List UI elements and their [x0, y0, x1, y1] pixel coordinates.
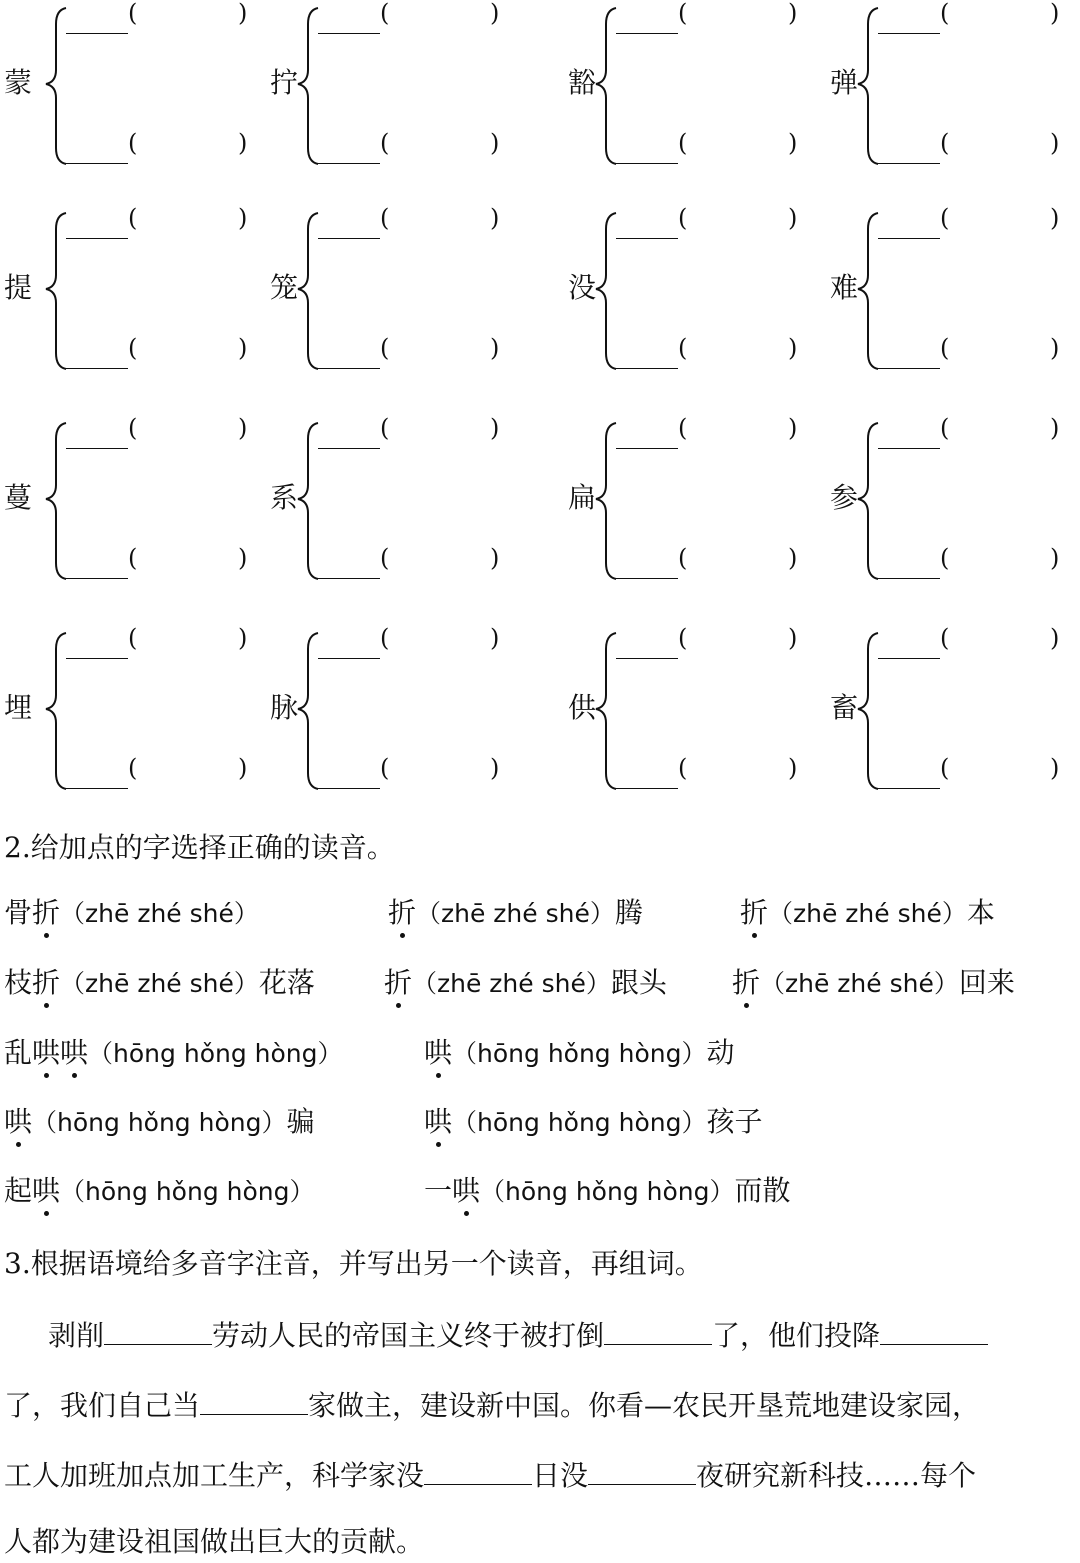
reading-slot-top[interactable]	[318, 414, 518, 451]
word-part: 乱	[4, 1036, 33, 1069]
reading-slot-bottom[interactable]	[878, 544, 1078, 581]
reading-choice-item[interactable]	[384, 967, 667, 1000]
close-paren: )	[490, 204, 500, 232]
close-paren: )	[490, 334, 500, 362]
reading-choice-item[interactable]	[424, 1037, 735, 1070]
brace-icon	[594, 631, 618, 791]
reading-choice-item[interactable]	[732, 967, 1015, 1000]
reading-choice-item[interactable]	[4, 967, 315, 1000]
pinyin-blank[interactable]	[878, 658, 940, 659]
reading-slot-top[interactable]	[616, 414, 816, 451]
answer-blank[interactable]	[104, 1318, 212, 1345]
open-paren: (	[380, 414, 390, 442]
pinyin-blank[interactable]	[878, 578, 940, 579]
dotted-glyph: 哄	[424, 1036, 453, 1069]
polyphone-group	[816, 625, 1080, 795]
brace-icon	[296, 631, 320, 791]
answer-blank[interactable]	[604, 1318, 712, 1345]
open-paren: (	[678, 624, 688, 652]
dotted-character	[424, 1036, 452, 1069]
open-paren: (	[380, 129, 390, 157]
close-paren: )	[1050, 129, 1060, 157]
polyphone-group	[816, 205, 1080, 375]
close-paren: )	[788, 129, 798, 157]
pinyin-options: （hōng hǒng hòng）	[480, 1177, 735, 1206]
dotted-glyph: 哄	[32, 1174, 61, 1207]
reading-slot-top[interactable]	[878, 414, 1078, 451]
open-paren: (	[380, 624, 390, 652]
reading-slot-bottom[interactable]	[616, 129, 816, 166]
brace-icon	[856, 421, 880, 581]
pinyin-blank[interactable]	[66, 238, 128, 239]
word-part: 枝	[4, 966, 33, 999]
dotted-character	[32, 966, 60, 999]
reading-slot-top[interactable]	[616, 0, 816, 36]
brace-icon	[296, 6, 320, 166]
pinyin-blank[interactable]	[878, 368, 940, 369]
word-part: 跟头	[610, 966, 667, 999]
pinyin-blank[interactable]	[878, 448, 940, 449]
reading-choice-item[interactable]	[4, 1175, 315, 1208]
section-3-line-4: 人都为建设祖国做出巨大的贡献。	[4, 1525, 425, 1558]
pinyin-blank[interactable]	[318, 33, 380, 34]
word-part: 起	[4, 1174, 33, 1207]
brace-icon	[296, 421, 320, 581]
reading-choice-item[interactable]	[740, 897, 995, 930]
polyphone-character: 弹	[830, 66, 859, 99]
brace-icon	[44, 421, 68, 581]
reading-slot-bottom[interactable]	[66, 129, 266, 166]
open-paren: (	[380, 334, 390, 362]
close-paren: )	[490, 624, 500, 652]
open-paren: (	[128, 544, 138, 572]
pinyin-blank[interactable]	[318, 368, 380, 369]
pinyin-options: （zhē zhé shé）	[412, 969, 611, 998]
dotted-character	[732, 966, 760, 999]
brace-icon	[856, 6, 880, 166]
polyphone-character: 畜	[830, 691, 859, 724]
dotted-glyph: 折	[732, 966, 761, 999]
pinyin-blank[interactable]	[616, 788, 678, 789]
word-part: 本	[966, 896, 995, 929]
pinyin-blank[interactable]	[66, 368, 128, 369]
pinyin-blank[interactable]	[616, 368, 678, 369]
dotted-character	[32, 896, 60, 929]
pinyin-blank[interactable]	[616, 163, 678, 164]
pinyin-blank[interactable]	[66, 33, 128, 34]
open-paren: (	[380, 0, 390, 27]
reading-choice-item[interactable]	[424, 1106, 763, 1139]
section-3-line-1: 剥削 劳动人民的帝国主义终于被打倒 了，他们投降	[4, 1318, 1076, 1352]
open-paren: (	[940, 334, 950, 362]
reading-slot-bottom[interactable]	[66, 544, 266, 581]
close-paren: )	[238, 754, 248, 782]
pinyin-options: （zhē zhé shé）	[768, 899, 967, 928]
open-paren: (	[940, 624, 950, 652]
open-paren: (	[940, 544, 950, 572]
open-paren: (	[128, 129, 138, 157]
pinyin-blank[interactable]	[66, 578, 128, 579]
close-paren: )	[1050, 544, 1060, 572]
open-paren: (	[940, 754, 950, 782]
close-paren: )	[238, 414, 248, 442]
pinyin-blank[interactable]	[878, 238, 940, 239]
brace-icon	[44, 211, 68, 371]
open-paren: (	[678, 334, 688, 362]
reading-slot-top[interactable]	[66, 0, 266, 36]
pinyin-blank[interactable]	[318, 658, 380, 659]
reading-choice-item[interactable]	[388, 897, 643, 930]
reading-slot-bottom[interactable]	[878, 754, 1078, 791]
word-part: 而散	[734, 1174, 791, 1207]
polyphone-character: 供	[568, 691, 597, 724]
polyphone-group	[548, 0, 818, 170]
polyphone-group	[816, 415, 1080, 585]
open-paren: (	[128, 0, 138, 27]
answer-blank[interactable]	[880, 1318, 988, 1345]
close-paren: )	[238, 334, 248, 362]
polyphone-character: 难	[830, 271, 859, 304]
reading-slot-bottom[interactable]	[318, 129, 518, 166]
close-paren: )	[238, 129, 248, 157]
brace-icon	[44, 631, 68, 791]
pinyin-blank[interactable]	[318, 163, 380, 164]
reading-slot-top[interactable]	[616, 624, 816, 661]
word-part: 回来	[958, 966, 1015, 999]
close-paren: )	[238, 544, 248, 572]
close-paren: )	[238, 0, 248, 27]
pinyin-blank[interactable]	[616, 33, 678, 34]
reading-choice-item[interactable]	[4, 1037, 343, 1070]
close-paren: )	[1050, 414, 1060, 442]
polyphone-group	[0, 0, 270, 170]
reading-slot-top[interactable]	[318, 204, 518, 241]
brace-icon	[856, 631, 880, 791]
pinyin-blank[interactable]	[318, 238, 380, 239]
polyphone-character: 蒙	[4, 66, 33, 99]
reading-slot-top[interactable]	[878, 624, 1078, 661]
open-paren: (	[940, 414, 950, 442]
open-paren: (	[678, 204, 688, 232]
dotted-character	[424, 1105, 452, 1138]
close-paren: )	[1050, 754, 1060, 782]
polyphone-character: 扁	[568, 481, 597, 514]
open-paren: (	[128, 334, 138, 362]
brace-icon	[856, 211, 880, 371]
reading-slot-bottom[interactable]	[318, 334, 518, 371]
pinyin-options: （zhē zhé shé）	[416, 899, 615, 928]
dotted-glyph: 哄	[32, 1036, 61, 1069]
close-paren: )	[788, 0, 798, 27]
polyphone-group	[548, 415, 818, 585]
dotted-glyph: 折	[32, 896, 61, 929]
dotted-glyph: 折	[32, 966, 61, 999]
reading-choice-item[interactable]	[424, 1175, 791, 1208]
pinyin-blank[interactable]	[66, 163, 128, 164]
close-paren: )	[490, 129, 500, 157]
close-paren: )	[1050, 624, 1060, 652]
open-paren: (	[128, 204, 138, 232]
polyphone-character: 脉	[270, 691, 299, 724]
pinyin-options: （hōng hǒng hòng）	[452, 1039, 707, 1068]
pinyin-options: （hōng hǒng hòng）	[32, 1108, 287, 1137]
polyphone-character: 埋	[4, 691, 33, 724]
close-paren: )	[1050, 0, 1060, 27]
reading-slot-top[interactable]	[878, 0, 1078, 36]
reading-slot-top[interactable]	[616, 204, 816, 241]
dotted-glyph: 折	[384, 966, 413, 999]
close-paren: )	[1050, 204, 1060, 232]
polyphone-group	[268, 205, 538, 375]
open-paren: (	[678, 754, 688, 782]
close-paren: )	[1050, 334, 1060, 362]
close-paren: )	[788, 204, 798, 232]
word-part: 腾	[614, 896, 643, 929]
polyphone-group	[0, 415, 270, 585]
open-paren: (	[380, 204, 390, 232]
brace-icon	[296, 211, 320, 371]
reading-slot-top[interactable]	[318, 0, 518, 36]
pinyin-blank[interactable]	[616, 658, 678, 659]
reading-choice-row	[4, 897, 1074, 937]
close-paren: )	[490, 414, 500, 442]
reading-slot-bottom[interactable]	[616, 544, 816, 581]
reading-slot-bottom[interactable]	[878, 334, 1078, 371]
polyphone-group	[548, 625, 818, 795]
close-paren: )	[490, 0, 500, 27]
reading-choice-row	[4, 1106, 1074, 1146]
pinyin-blank[interactable]	[318, 578, 380, 579]
polyphone-character: 提	[4, 271, 33, 304]
reading-slot-bottom[interactable]	[616, 334, 816, 371]
open-paren: (	[940, 204, 950, 232]
pinyin-blank[interactable]	[616, 448, 678, 449]
polyphone-group	[0, 205, 270, 375]
open-paren: (	[380, 544, 390, 572]
open-paren: (	[128, 414, 138, 442]
pinyin-blank[interactable]	[66, 448, 128, 449]
reading-choice-item[interactable]	[4, 1106, 315, 1139]
open-paren: (	[380, 754, 390, 782]
close-paren: )	[490, 754, 500, 782]
reading-slot-bottom[interactable]	[318, 544, 518, 581]
pinyin-blank[interactable]	[878, 163, 940, 164]
dotted-character	[32, 1174, 60, 1207]
brace-icon	[44, 6, 68, 166]
section-3-title: 3.根据语境给多音字注音，并写出另一个读音，再组词。	[4, 1247, 703, 1280]
answer-blank[interactable]	[588, 1458, 696, 1485]
brace-icon	[594, 211, 618, 371]
pinyin-blank[interactable]	[66, 788, 128, 789]
polyphone-group	[268, 415, 538, 585]
polyphone-character: 参	[830, 481, 859, 514]
open-paren: (	[678, 129, 688, 157]
reading-slot-bottom[interactable]	[66, 334, 266, 371]
reading-choice-row	[4, 967, 1074, 1007]
open-paren: (	[678, 414, 688, 442]
reading-slot-bottom[interactable]	[66, 754, 266, 791]
close-paren: )	[238, 204, 248, 232]
close-paren: )	[788, 334, 798, 362]
reading-choice-row	[4, 1175, 1074, 1215]
word-part: 骨	[4, 896, 33, 929]
brace-icon	[594, 421, 618, 581]
open-paren: (	[678, 544, 688, 572]
reading-slot-top[interactable]	[878, 204, 1078, 241]
reading-slot-top[interactable]	[66, 624, 266, 661]
polyphone-character: 拧	[270, 66, 299, 99]
pinyin-blank[interactable]	[318, 788, 380, 789]
section-2-title: 2.给加点的字选择正确的读音。	[4, 831, 395, 864]
dotted-glyph: 折	[740, 896, 769, 929]
word-part: 孩子	[706, 1105, 763, 1138]
dotted-glyph: 哄	[452, 1174, 481, 1207]
open-paren: (	[940, 129, 950, 157]
dotted-character	[32, 1036, 88, 1069]
close-paren: )	[788, 754, 798, 782]
pinyin-blank[interactable]	[318, 448, 380, 449]
dotted-character	[4, 1105, 32, 1138]
reading-slot-bottom[interactable]	[318, 754, 518, 791]
close-paren: )	[788, 544, 798, 572]
pinyin-options: （zhē zhé shé）	[60, 969, 259, 998]
polyphone-group	[816, 0, 1080, 170]
word-part: 一	[424, 1174, 453, 1207]
pinyin-options: （zhē zhé shé）	[760, 969, 959, 998]
dotted-character	[388, 896, 416, 929]
close-paren: )	[788, 624, 798, 652]
section-3-line-2: 了，我们自己当 家做主，建设新中国。你看—农民开垦荒地建设家园，	[4, 1389, 981, 1422]
dotted-glyph: 哄	[424, 1105, 453, 1138]
section-3-line-3: 工人加班加点加工生产，科学家没 日没 夜研究新科技……每个	[4, 1459, 977, 1492]
close-paren: )	[238, 624, 248, 652]
polyphone-group	[0, 625, 270, 795]
pinyin-options: （hōng hǒng hòng）	[452, 1108, 707, 1137]
close-paren: )	[490, 544, 500, 572]
polyphone-character: 笼	[270, 271, 299, 304]
reading-choice-item[interactable]	[4, 897, 259, 930]
pinyin-blank[interactable]	[616, 578, 678, 579]
polyphone-character: 豁	[568, 66, 597, 99]
pinyin-blank[interactable]	[878, 33, 940, 34]
polyphone-group	[268, 625, 538, 795]
word-part: 动	[706, 1036, 735, 1069]
pinyin-blank[interactable]	[616, 238, 678, 239]
word-part: 花落	[258, 966, 315, 999]
reading-slot-bottom[interactable]	[878, 129, 1078, 166]
reading-slot-top[interactable]	[66, 204, 266, 241]
pinyin-blank[interactable]	[878, 788, 940, 789]
answer-blank[interactable]	[424, 1458, 532, 1485]
pinyin-blank[interactable]	[66, 658, 128, 659]
pinyin-options: （hōng hǒng hòng）	[88, 1039, 343, 1068]
polyphone-group	[548, 205, 818, 375]
answer-blank[interactable]	[200, 1388, 308, 1415]
dotted-character	[740, 896, 768, 929]
open-paren: (	[940, 0, 950, 27]
dotted-character	[384, 966, 412, 999]
polyphone-character: 没	[568, 271, 597, 304]
polyphone-group	[268, 0, 538, 170]
reading-slot-bottom[interactable]	[616, 754, 816, 791]
polyphone-character: 系	[270, 481, 299, 514]
open-paren: (	[128, 754, 138, 782]
polyphone-character: 蔓	[4, 481, 33, 514]
dotted-glyph: 折	[388, 896, 417, 929]
dotted-character	[452, 1174, 480, 1207]
open-paren: (	[128, 624, 138, 652]
pinyin-options: （zhē zhé shé）	[60, 899, 259, 928]
pinyin-options: （hōng hǒng hòng）	[60, 1177, 315, 1206]
dotted-glyph: 哄	[60, 1036, 89, 1069]
brace-icon	[594, 6, 618, 166]
close-paren: )	[788, 414, 798, 442]
word-part: 骗	[286, 1105, 315, 1138]
reading-choice-row	[4, 1037, 1074, 1077]
reading-slot-top[interactable]	[318, 624, 518, 661]
dotted-glyph: 哄	[4, 1105, 33, 1138]
open-paren: (	[678, 0, 688, 27]
reading-slot-top[interactable]	[66, 414, 266, 451]
